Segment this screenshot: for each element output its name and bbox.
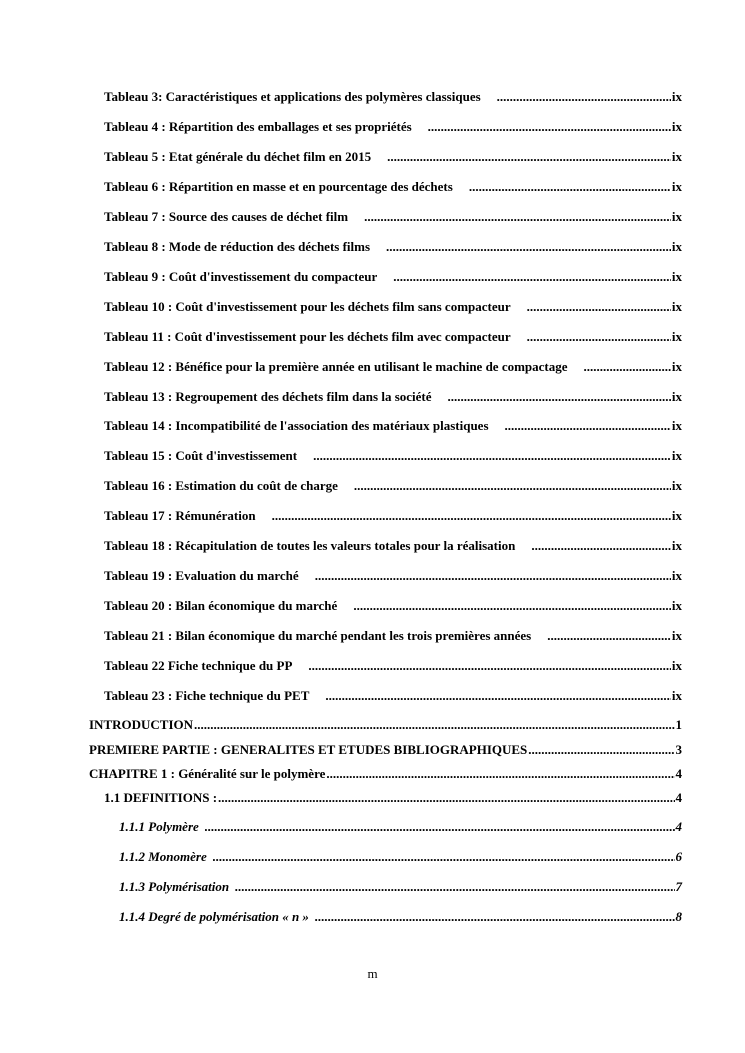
- toc-entry[interactable]: [104, 299, 682, 315]
- toc-entry-label: 1.1.1 Polymère: [119, 819, 199, 834]
- toc-entry-label: Tableau 20 : Bilan économique du marché: [104, 598, 338, 613]
- toc-entry-page: ix: [671, 209, 682, 224]
- toc-entry[interactable]: [104, 448, 682, 464]
- toc-entry-page: ix: [671, 269, 682, 284]
- toc-dot-leader: [497, 89, 671, 105]
- toc-dot-leader: [354, 478, 671, 494]
- toc-entry[interactable]: [104, 269, 682, 285]
- toc-entry-page: ix: [671, 538, 682, 553]
- toc-entry[interactable]: [104, 598, 682, 614]
- toc-entry[interactable]: [104, 389, 682, 405]
- toc-dot-leader: [205, 819, 675, 835]
- toc-entry-chapter-one[interactable]: [89, 766, 682, 782]
- toc-entry-label: PREMIERE PARTIE : GENERALITES ET ETUDES BIBLIOGRAPHIQUES: [89, 742, 528, 757]
- toc-dot-leader: [326, 766, 674, 782]
- toc-entry-page: 4: [675, 819, 682, 834]
- toc-entry-subsection[interactable]: [119, 909, 682, 925]
- toc-entry-page: 3: [675, 742, 682, 757]
- toc-entry-page: ix: [671, 658, 682, 673]
- toc-entry-label: CHAPITRE 1 : Généralité sur le polymère: [89, 766, 326, 781]
- toc-entry[interactable]: [104, 329, 682, 345]
- toc-entry-subsection[interactable]: [119, 819, 682, 835]
- toc-entry-label: Tableau 3: Caractéristiques et applications des polymères classiques: [104, 89, 481, 104]
- toc-dot-leader: [353, 598, 671, 614]
- toc-entry-page: 4: [675, 790, 682, 805]
- toc-entry-page: ix: [671, 149, 682, 164]
- toc-dot-leader: [448, 389, 671, 405]
- toc-entry[interactable]: [104, 89, 682, 105]
- toc-entry-page: ix: [671, 329, 682, 344]
- toc-entry-subsection[interactable]: [119, 849, 682, 865]
- toc-entry-page: 8: [675, 909, 682, 924]
- toc-dot-leader: [584, 359, 671, 375]
- toc-entry-label: Tableau 15 : Coût d'investissement: [104, 448, 298, 463]
- toc-entry-page: ix: [671, 418, 682, 433]
- toc-entry-page: 6: [675, 849, 682, 864]
- toc-dot-leader: [315, 568, 671, 584]
- toc-entry-label: Tableau 8 : Mode de réduction des déchets films: [104, 239, 371, 254]
- toc-dot-leader: [364, 209, 671, 225]
- toc-entry-introduction[interactable]: [89, 717, 682, 733]
- toc-entry-section[interactable]: [104, 790, 682, 806]
- toc-entry-label: Tableau 10 : Coût d'investissement pour les déchets film sans compacteur: [104, 299, 511, 314]
- toc-entry-label: Tableau 7 : Source des causes de déchet film: [104, 209, 349, 224]
- toc-entry-page: ix: [671, 239, 682, 254]
- toc-entry-label: Tableau 17 : Rémunération: [104, 508, 256, 523]
- toc-dot-leader: [387, 149, 671, 165]
- toc-entry[interactable]: [104, 628, 682, 644]
- toc-entry[interactable]: [104, 239, 682, 255]
- toc-entry-page: ix: [671, 508, 682, 523]
- toc-dot-leader: [393, 269, 671, 285]
- toc-dot-leader: [528, 742, 674, 758]
- toc-entry-label: Tableau 16 : Estimation du coût de charge: [104, 478, 338, 493]
- toc-dot-leader: [308, 658, 670, 674]
- toc-entry-label: 1.1.4 Degré de polymérisation « n »: [119, 909, 309, 924]
- toc-entry[interactable]: [104, 568, 682, 584]
- toc-entry-label: Tableau 18 : Récapitulation de toutes les valeurs totales pour la réalisation: [104, 538, 516, 553]
- toc-dot-leader: [235, 879, 674, 895]
- toc-entry[interactable]: [104, 508, 682, 524]
- toc-entry-label: Tableau 6 : Répartition en masse et en pourcentage des déchets: [104, 179, 453, 194]
- toc-entry-page: ix: [671, 568, 682, 583]
- toc-dot-leader: [527, 299, 671, 315]
- toc-dot-leader: [213, 849, 675, 865]
- toc-entry-page: ix: [671, 179, 682, 194]
- toc-entry-label: Tableau 5 : Etat générale du déchet film en 2015: [104, 149, 372, 164]
- page-number-footer: m: [367, 966, 378, 981]
- toc-entry-page: ix: [671, 598, 682, 613]
- toc-entry-page: ix: [671, 89, 682, 104]
- toc-dot-leader: [527, 329, 671, 345]
- toc-dot-leader: [313, 448, 671, 464]
- toc-entry-label: Tableau 12 : Bénéfice pour la première année en utilisant le machine de compactage: [104, 359, 568, 374]
- toc-dot-leader: [315, 909, 675, 925]
- toc-entry[interactable]: [104, 688, 682, 704]
- toc-dot-leader: [428, 119, 671, 135]
- toc-entry-label: Tableau 4 : Répartition des emballages et ses propriétés: [104, 119, 412, 134]
- toc-dot-leader: [547, 628, 671, 644]
- toc-dot-leader: [272, 508, 671, 524]
- toc-dot-leader: [325, 688, 670, 704]
- toc-dot-leader: [531, 538, 671, 554]
- toc-entry[interactable]: [104, 418, 682, 434]
- toc-entry[interactable]: [104, 209, 682, 225]
- toc-entry-page: ix: [671, 688, 682, 703]
- toc-entry-label: 1.1 DEFINITIONS :: [104, 790, 218, 805]
- toc-entry-label: Tableau 22 Fiche technique du PP: [104, 658, 293, 673]
- toc-entry[interactable]: [104, 149, 682, 165]
- toc-entry-label: Tableau 21 : Bilan économique du marché pendant les trois premières années: [104, 628, 532, 643]
- toc-entry[interactable]: [104, 478, 682, 494]
- toc-entry-page: ix: [671, 389, 682, 404]
- toc-entry-label: Tableau 11 : Coût d'investissement pour les déchets film avec compacteur: [104, 329, 511, 344]
- toc-entry-page: ix: [671, 628, 682, 643]
- toc-dot-leader: [505, 418, 671, 434]
- toc-entry-label: Tableau 9 : Coût d'investissement du compacteur: [104, 269, 378, 284]
- toc-entry-label: 1.1.3 Polymérisation: [119, 879, 230, 894]
- toc-entry-label: Tableau 19 : Evaluation du marché: [104, 568, 299, 583]
- toc-entry-page: 4: [675, 766, 682, 781]
- toc-entry-subsection[interactable]: [119, 879, 682, 895]
- toc-entry[interactable]: [104, 179, 682, 195]
- toc-dot-leader: [469, 179, 671, 195]
- toc-entry[interactable]: [104, 538, 682, 554]
- toc-entry-label: Tableau 23 : Fiche technique du PET: [104, 688, 310, 703]
- toc-entry-label: Tableau 14 : Incompatibilité de l'association des matériaux plastiques: [104, 418, 489, 433]
- toc-entry-page: ix: [671, 478, 682, 493]
- toc-entry[interactable]: [104, 658, 682, 674]
- toc-dot-leader: [218, 790, 674, 806]
- toc-entry-page: ix: [671, 448, 682, 463]
- toc-entry-page: 7: [675, 879, 682, 894]
- toc-entry[interactable]: [104, 119, 682, 135]
- toc-dot-leader: [386, 239, 671, 255]
- toc-entry-page: ix: [671, 299, 682, 314]
- toc-entry-page: ix: [671, 359, 682, 374]
- toc-dot-leader: [194, 717, 674, 733]
- toc-entry-label: Tableau 13 : Regroupement des déchets film dans la société: [104, 389, 432, 404]
- toc-entry[interactable]: [104, 359, 682, 375]
- toc-entry-label: INTRODUCTION: [89, 717, 194, 732]
- toc-entry-label: 1.1.2 Monomère: [119, 849, 207, 864]
- toc-entry-part-one[interactable]: [89, 742, 682, 758]
- toc-entry-page: 1: [675, 717, 682, 732]
- toc-entry-page: ix: [671, 119, 682, 134]
